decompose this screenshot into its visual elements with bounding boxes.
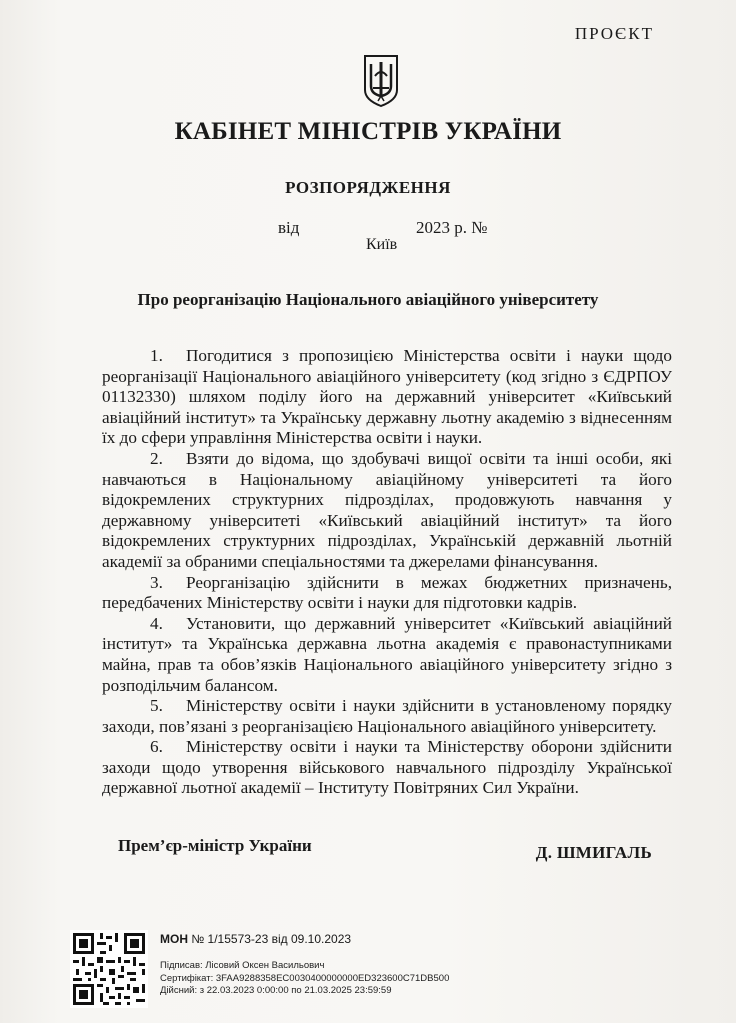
- document-type: РОЗПОРЯДЖЕННЯ: [285, 178, 451, 197]
- clause-number: 3.: [150, 572, 163, 592]
- certificate-id: Сертифікат: 3FAA9288358EC0030400000000ED323600C71DB500: [160, 972, 450, 984]
- qr-code-icon: [70, 930, 148, 1008]
- clause-4: [102, 614, 672, 696]
- page-title: КАБІНЕТ МІНІСТРІВ УКРАЇНИ: [174, 118, 562, 145]
- signatory-name: Д. ШМИГАЛЬ: [535, 843, 652, 862]
- clause-number: 2.: [150, 448, 163, 468]
- clause-text: Установити, що державний університет «Київський авіаційний інститут» та Українська державна льотна академія є правонаступниками майна, прав та обов’язків Національного авіаційного університету згідно з розподільчим балансом.: [102, 613, 672, 695]
- signed-by: Підписав: Лісовий Оксен Васильович: [160, 960, 325, 971]
- org-code: МОН: [160, 932, 188, 946]
- city-label: Київ: [366, 236, 398, 253]
- clause-5: [102, 696, 672, 737]
- clause-text: Міністерству освіти і науки та Міністерству оборони здійснити заходи щодо утворення військового навчального підрозділу Української державної льотної академії – Інституту Повітряних Сил України.: [102, 737, 672, 798]
- registration-number: № 1/15573-23 від 09.10.2023: [191, 932, 352, 946]
- date-year-number: 2023 р. №: [416, 218, 488, 237]
- trident-emblem-icon: [362, 54, 400, 108]
- clause-text: Погодитися з пропозицією Міністерства освіти і науки щодо реорганізації Національного авіаційного університету (код згідно з ЄДРПОУ 01132330) шляхом поділу його на державний університет «Київський авіаційний інститут» та Українську державну льотну академію з віднесенням їх до сфери управління Міністерства освіти і науки.: [102, 346, 672, 448]
- clause-3: [102, 573, 672, 614]
- digital-signature-stamp: [160, 932, 449, 998]
- clause-text: Взяти до відома, що здобувачі вищої освіти та інші особи, які навчаються в Національному авіаційному університеті та його відокремлених структурних підрозділах, продовжують навчання у державному університеті «Київський авіаційний інститут» та його відокремлених структурних підрозділах, Українській державній льотній академії за обраними спеціальностями та джерелами фінансування.: [102, 448, 672, 571]
- date-from-label: від: [278, 218, 300, 237]
- registration-line: [160, 932, 449, 946]
- clause-number: 4.: [150, 613, 163, 633]
- document-body: [102, 346, 672, 799]
- document-subject: Про реорганізацію Національного авіаційного університету: [137, 290, 599, 309]
- clause-number: 6.: [150, 737, 163, 757]
- clause-number: 1.: [150, 346, 163, 365]
- clause-6: [102, 737, 672, 799]
- clause-text: Міністерству освіти і науки здійснити в установленому порядку заходи, пов’язані з реорганізацією Національного авіаційного університету.: [102, 696, 672, 736]
- signatory-title: Прем’єр-міністр України: [118, 836, 312, 855]
- clause-number: 5.: [150, 696, 163, 716]
- clause-text: Реорганізацію здійснити в межах бюджетних призначень, передбачених Міністерству освіти і науки для підготовки кадрів.: [102, 572, 672, 613]
- draft-mark: ПРОЄКТ: [574, 24, 654, 43]
- validity-period: Дійсний: з 22.03.2023 0:00:00 по 21.03.2025 23:59:59: [160, 985, 392, 996]
- clause-2: [102, 449, 672, 573]
- clause-1: [102, 346, 672, 449]
